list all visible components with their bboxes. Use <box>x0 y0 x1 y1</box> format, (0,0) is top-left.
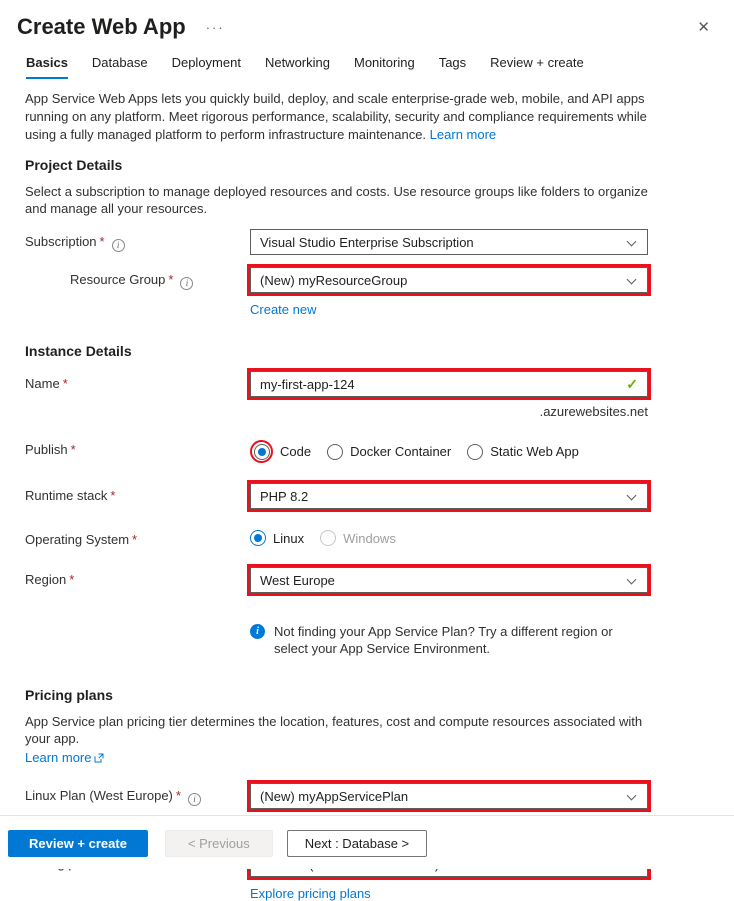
name-input-wrapper <box>250 371 648 397</box>
runtime-stack-dropdown[interactable]: PHP 8.2 <box>250 483 648 509</box>
radio-static-web-app[interactable]: Static Web App <box>467 444 579 460</box>
more-menu-icon[interactable]: ··· <box>205 19 225 35</box>
field-row-resource-group <box>25 267 656 317</box>
chevron-down-icon <box>627 491 637 501</box>
region-info-note: i Not finding your App Service Plan? Try a different region or select your App Service Environment. <box>250 623 648 657</box>
name-label: Name * <box>25 376 68 391</box>
project-details-heading: Project Details <box>25 157 123 173</box>
region-label: Region * <box>25 572 75 587</box>
name-input[interactable] <box>251 372 626 396</box>
check-icon: ✓ <box>626 375 638 392</box>
tab-bar <box>0 55 734 79</box>
next-database-button[interactable]: Next : Database > <box>287 830 427 857</box>
tab-deployment[interactable]: Deployment <box>171 55 241 70</box>
learn-more-pricing-link[interactable]: Learn more <box>25 750 104 765</box>
info-icon[interactable]: i <box>112 239 125 252</box>
chevron-down-icon <box>627 575 637 585</box>
create-new-resource-group-link[interactable]: Create new <box>250 302 317 317</box>
resource-group-dropdown[interactable]: (New) myResourceGroup <box>250 267 648 293</box>
page-title: Create Web App <box>17 14 186 39</box>
radio-button <box>327 444 343 460</box>
subscription-label: Subscription * i <box>25 229 250 252</box>
field-row-operating-system <box>25 527 656 547</box>
instance-details-heading: Instance Details <box>25 343 132 359</box>
os-radio-group <box>250 527 648 546</box>
field-row-runtime-stack <box>25 483 656 509</box>
pricing-plans-description: App Service plan pricing tier determines the location, features, cost and compute resources associated with your app. <box>25 714 643 746</box>
radio-windows[interactable]: Windows <box>320 530 396 546</box>
field-row-region <box>25 567 656 593</box>
field-row-publish <box>25 437 656 463</box>
info-icon: i <box>250 624 265 639</box>
project-details-description: Select a subscription to manage deployed resources and costs. Use resource groups like folders to organize and manage all your resources. <box>25 184 648 216</box>
publish-label: Publish * <box>25 442 76 457</box>
subscription-dropdown[interactable]: Visual Studio Enterprise Subscription <box>250 229 648 255</box>
external-link-icon <box>94 753 104 763</box>
radio-button-selected <box>254 444 270 460</box>
publish-radio-group <box>250 437 648 463</box>
radio-code[interactable]: Code <box>250 440 311 463</box>
previous-button[interactable]: < Previous <box>165 830 273 857</box>
tab-basics[interactable]: Basics <box>26 55 68 79</box>
tab-review-create[interactable]: Review + create <box>490 55 584 70</box>
linux-plan-label: Linux Plan (West Europe) * i <box>25 783 250 806</box>
panel-header <box>0 0 734 40</box>
pricing-plans-heading: Pricing plans <box>25 687 113 703</box>
field-row-name <box>25 371 656 397</box>
resource-group-label: Resource Group * i <box>25 267 250 290</box>
close-icon[interactable]: ✕ <box>697 19 710 36</box>
annotation-ring <box>250 440 273 463</box>
tab-networking[interactable]: Networking <box>264 55 330 70</box>
chevron-down-icon <box>627 275 637 285</box>
learn-more-link[interactable]: Learn more <box>429 127 497 142</box>
basics-tab-content <box>0 79 734 901</box>
tab-database[interactable]: Database <box>91 55 148 70</box>
info-icon[interactable]: i <box>180 277 193 290</box>
radio-button <box>467 444 483 460</box>
intro-text: App Service Web Apps lets you quickly build, deploy, and scale enterprise-grade web, mobile, and API apps running on any platform. Meet rigorous performance, scalability, security and compliance requirements while using a fully managed platform to perform infrastructure maintenance. Learn more <box>25 91 647 142</box>
wizard-footer <box>0 815 734 869</box>
tab-monitoring[interactable]: Monitoring <box>353 55 415 70</box>
radio-docker-container[interactable]: Docker Container <box>327 444 451 460</box>
tab-tags[interactable]: Tags <box>438 55 467 70</box>
linux-plan-dropdown[interactable]: (New) myAppServicePlan <box>250 783 648 809</box>
chevron-down-icon <box>627 237 637 247</box>
operating-system-label: Operating System * <box>25 532 138 547</box>
info-icon[interactable]: i <box>188 793 201 806</box>
runtime-stack-label: Runtime stack * <box>25 488 116 503</box>
region-dropdown[interactable]: West Europe <box>250 567 648 593</box>
field-row-subscription <box>25 229 656 255</box>
radio-button-disabled <box>320 530 336 546</box>
review-create-button[interactable]: Review + create <box>8 830 148 857</box>
radio-linux[interactable]: Linux <box>250 530 304 546</box>
radio-button-selected <box>250 530 266 546</box>
info-note-row <box>25 605 656 657</box>
explore-pricing-plans-link[interactable]: Explore pricing plans <box>250 886 371 901</box>
domain-suffix: .azurewebsites.net <box>539 404 648 419</box>
chevron-down-icon <box>627 791 637 801</box>
